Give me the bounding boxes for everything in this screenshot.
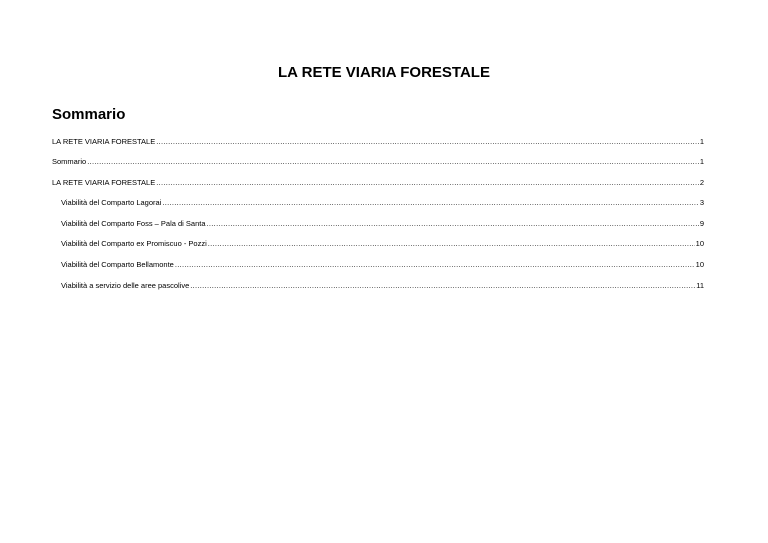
document-title: LA RETE VIARIA FORESTALE [278,64,490,81]
toc-dot-leader [207,219,699,229]
toc-dot-leader [190,281,695,291]
toc-entry[interactable] [52,157,704,167]
toc-entry-page: 2 [699,178,704,187]
toc-entry-page: 11 [696,281,704,290]
toc-entry-page: 1 [699,157,704,166]
toc-entry-label: Viabilità del Comparto Foss – Pala di Santa [61,219,206,228]
toc-entry[interactable] [61,281,704,291]
toc-entry[interactable] [52,137,704,147]
toc-entry[interactable] [61,239,704,249]
toc-heading: Sommario [52,106,126,123]
toc-entry-page: 1 [699,137,704,146]
toc-entry-label: Sommario [52,157,87,166]
toc-entry-label: Viabilità del Comparto ex Promiscuo - Pozzi [61,239,207,248]
toc-dot-leader [208,239,695,249]
toc-entry-page: 3 [699,198,704,207]
toc-entry-label: LA RETE VIARIA FORESTALE [52,178,156,187]
toc-entry-label: Viabilità del Comparto Lagorai [61,198,162,207]
toc-entry[interactable] [61,198,704,208]
toc-dot-leader [87,157,699,167]
toc-entry-label: Viabilità a servizio delle aree pascolive [61,281,190,290]
toc-entry-label: Viabilità del Comparto Bellamonte [61,260,174,269]
toc-dot-leader [162,198,698,208]
toc-entry[interactable] [61,260,704,270]
toc-dot-leader [175,260,695,270]
toc-entry-page: 9 [699,219,704,228]
toc-entry[interactable] [61,219,704,229]
toc-entry-page: 10 [695,239,704,248]
toc-dot-leader [156,178,699,188]
toc-entry-page: 10 [695,260,704,269]
toc-dot-leader [156,137,699,147]
toc-entry[interactable] [52,178,704,188]
toc-entry-label: LA RETE VIARIA FORESTALE [52,137,156,146]
